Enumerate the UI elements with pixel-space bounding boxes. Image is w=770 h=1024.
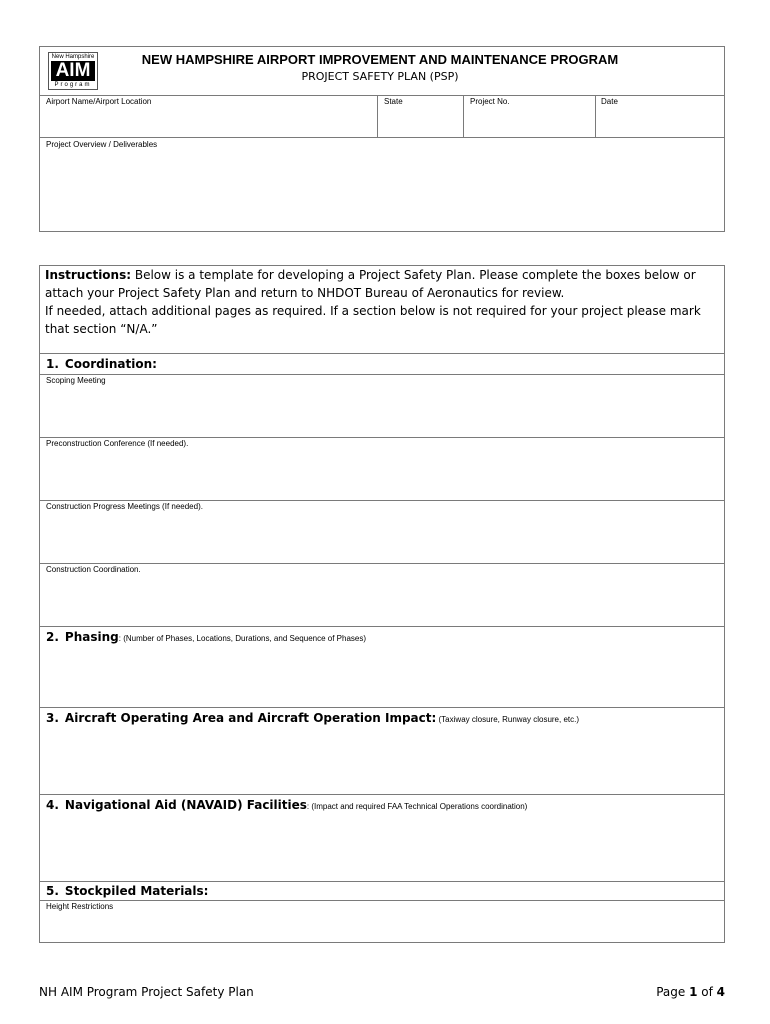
logo-aim-text: AIM — [51, 61, 95, 81]
aim-logo — [48, 52, 98, 90]
navaid-note: : (Impact and required FAA Technical Operations coordination) — [306, 802, 528, 811]
phasing-note: : (Number of Phases, Locations, Durations, and Sequence of Phases) — [118, 634, 366, 643]
instructions-line1: Below is a template for developing a Project Safety Plan. Please complete the boxes below or attach your Project Safety Plan and return to NHDOT Bureau of Aeronautics for review. — [45, 268, 696, 300]
section-navaid-heading[interactable]: 4. Navigational Aid (NAVAID) Facilities: (Impact and required FAA Technical Operations coordination) — [46, 798, 528, 812]
section-aoa-heading[interactable]: 3. Aircraft Operating Area and Aircraft Operation Impact: (Taxiway closure, Runway closure, etc.) — [46, 711, 580, 725]
airport-name-field[interactable]: Airport Name/Airport Location — [46, 97, 152, 106]
section-stockpiled-heading: 5. Stockpiled Materials: — [46, 884, 209, 898]
page-title: NEW HAMPSHIRE AIRPORT IMPROVEMENT AND MAINTENANCE PROGRAM — [141, 52, 619, 67]
footer-page-number: Page 1 of 4 — [656, 985, 725, 999]
project-overview-field[interactable]: Project Overview / Deliverables — [46, 140, 158, 149]
preconstruction-conference-field[interactable]: Preconstruction Conference (If needed). — [46, 439, 189, 448]
date-field[interactable]: Date — [601, 97, 618, 106]
section-coordination-heading: 1. Coordination: — [46, 357, 157, 371]
state-field[interactable]: State — [384, 97, 403, 106]
project-no-field[interactable]: Project No. — [470, 97, 510, 106]
instructions-line2: If needed, attach additional pages as required. If a section below is not required for your project please mark that section “N/A.” — [45, 304, 701, 336]
logo-bottom-text: Program — [54, 82, 92, 88]
footer-document-name: NH AIM Program Project Safety Plan — [39, 985, 254, 999]
instructions-text — [45, 266, 720, 338]
logo-top-text: New Hampshire — [51, 54, 95, 60]
instructions-label: Instructions: — [45, 268, 132, 282]
scoping-meeting-field[interactable]: Scoping Meeting — [46, 376, 106, 385]
aoa-note: (Taxiway closure, Runway closure, etc.) — [436, 715, 580, 724]
construction-progress-meetings-field[interactable]: Construction Progress Meetings (If needed). — [46, 502, 203, 511]
construction-coordination-field[interactable]: Construction Coordination. — [46, 565, 141, 574]
height-restrictions-field[interactable]: Height Restrictions — [46, 902, 114, 911]
page-subtitle: PROJECT SAFETY PLAN (PSP) — [301, 70, 459, 83]
section-phasing-heading[interactable]: 2. Phasing: (Number of Phases, Locations, Durations, and Sequence of Phases) — [46, 630, 366, 644]
